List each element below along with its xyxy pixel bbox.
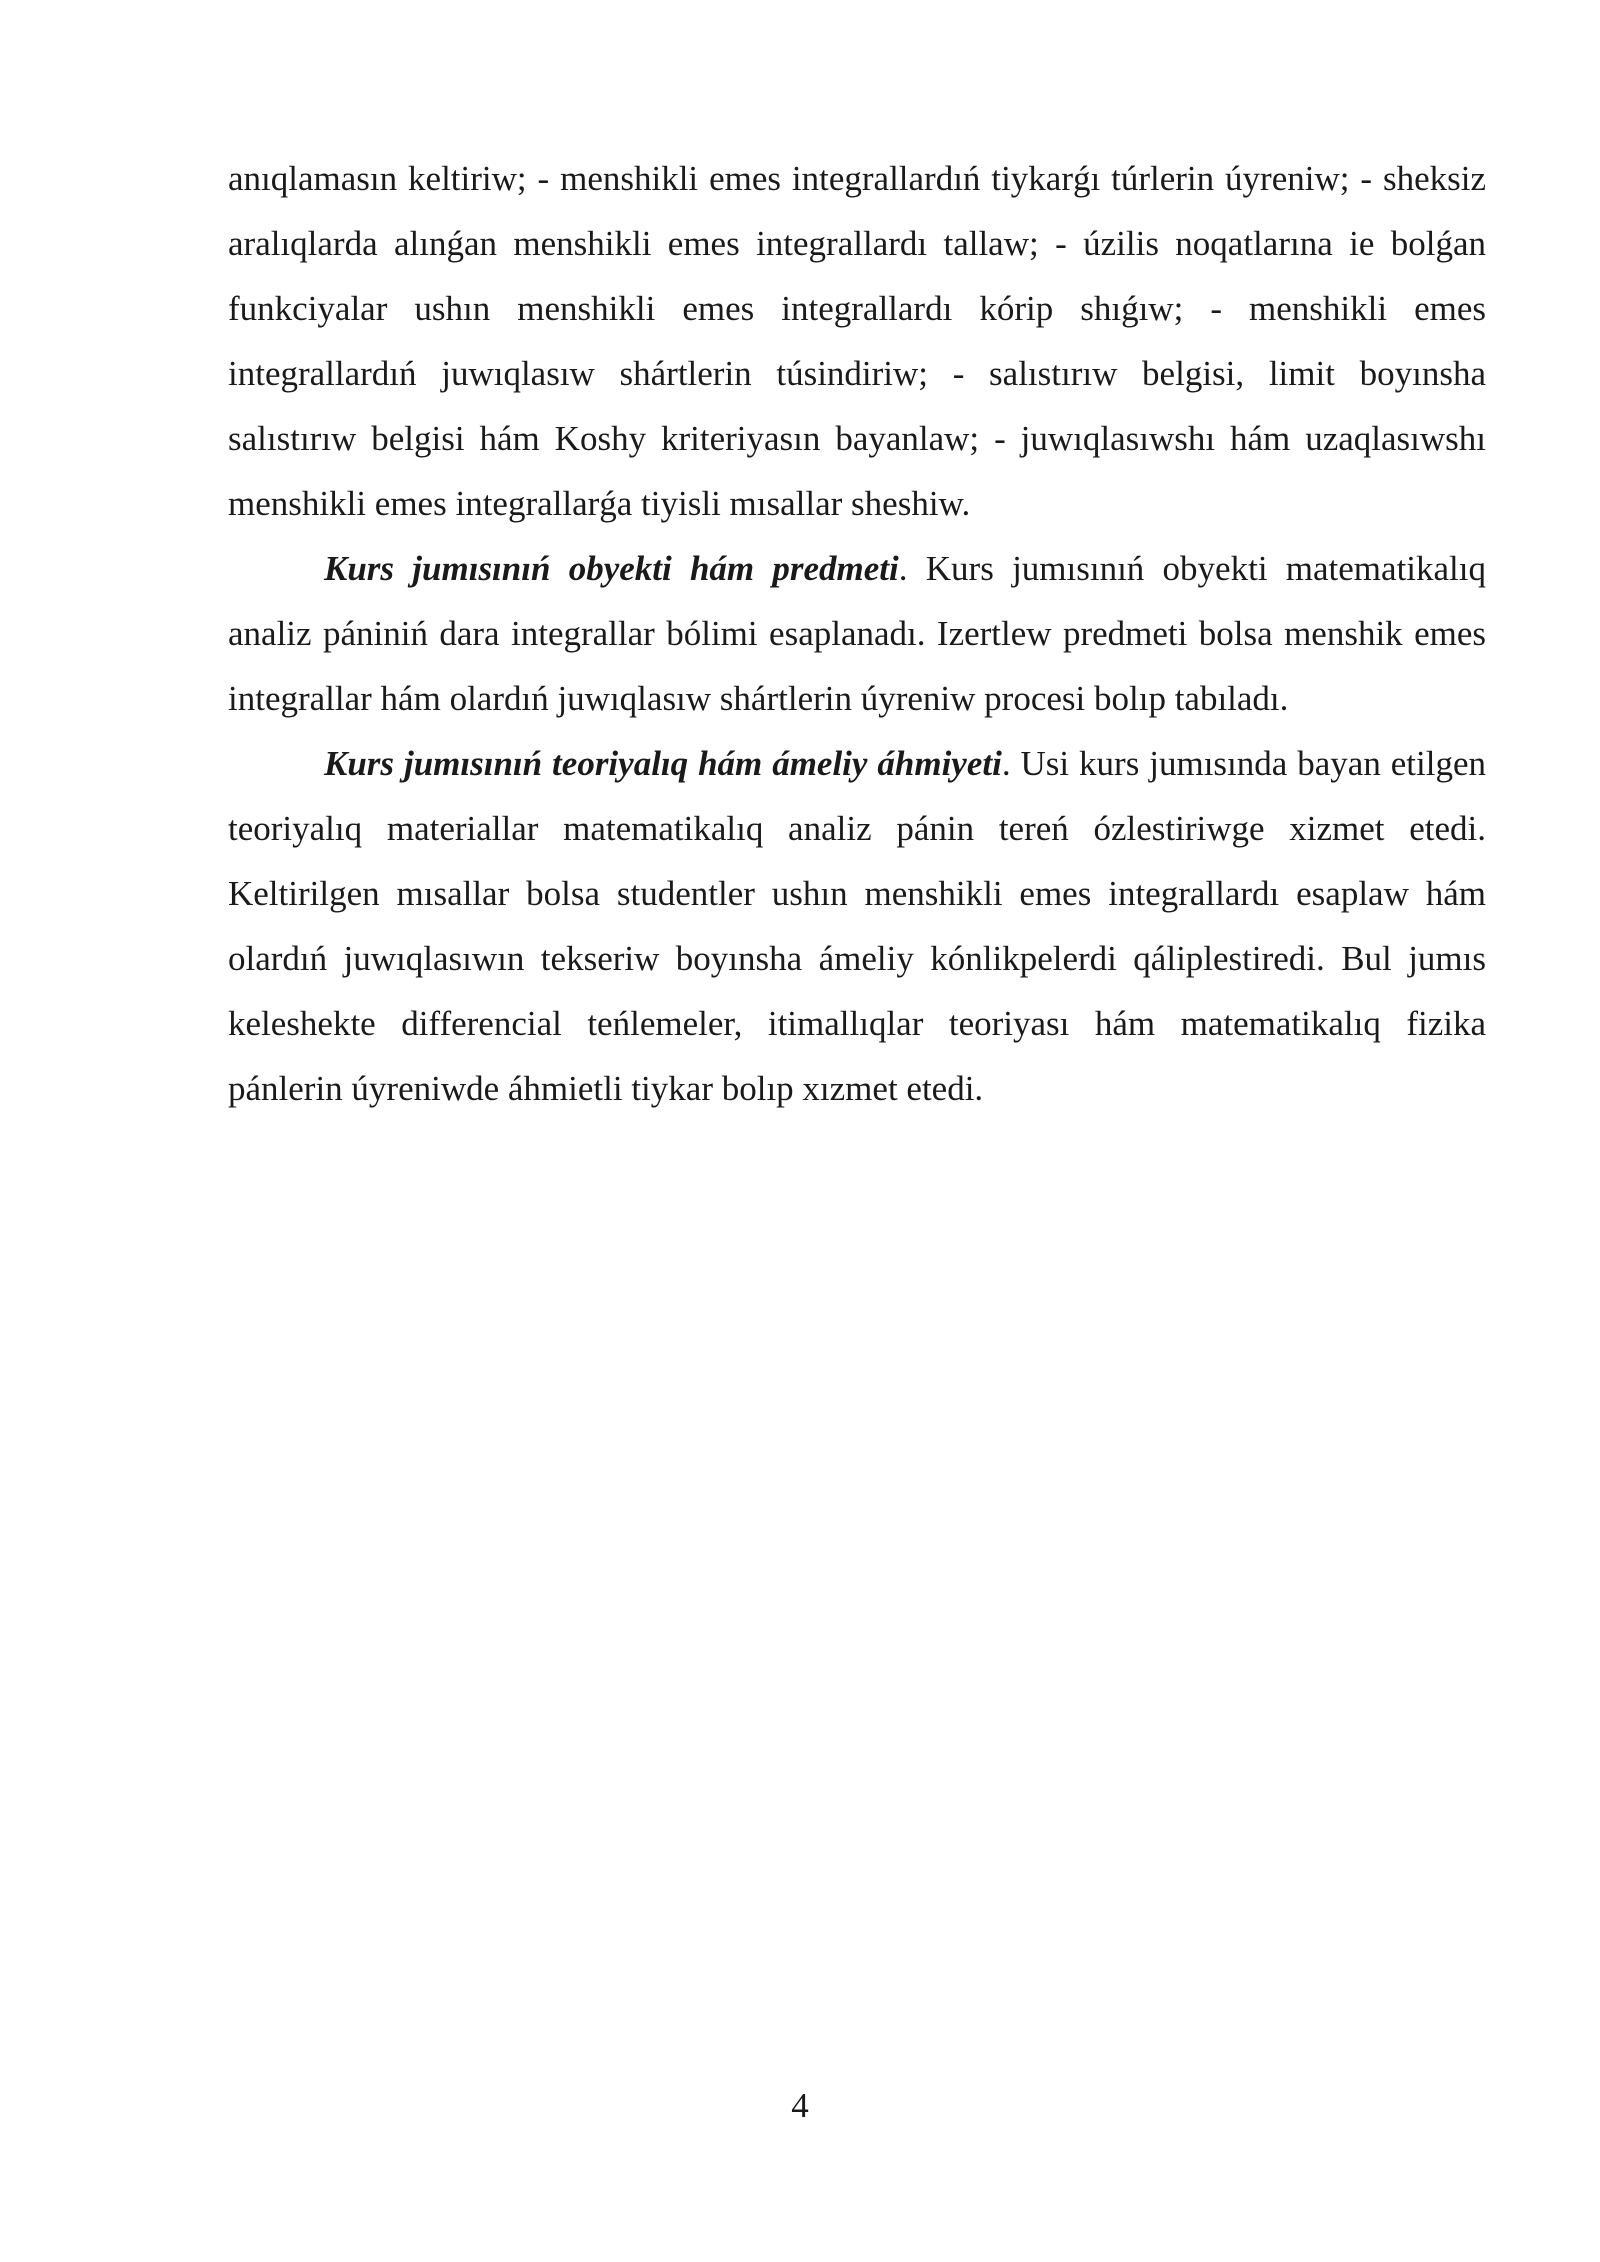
paragraph-object-and-subject <box>228 536 1486 731</box>
paragraph-heading: Kurs jumısınıń obyekti hám predmeti <box>324 549 899 588</box>
page-number: 4 <box>791 2086 809 2125</box>
paragraph-objectives <box>228 146 1486 536</box>
paragraph-text: . Usi kurs jumısında bayan etilgen teoriyalıq materiallar matematikalıq analiz pánin tereń ózlestiriwge xizmet etedi. Keltirilgen mısallar bolsa studentler ushın menshikli emes integrallardı esaplaw hám olardıń juwıqlasıwın tekseriw boyınsha ámeliy kónlikpelerdi qáliplestiredi. Bul jumıs keleshekte differencial teńlemeler, itimallıqlar teoriyası hám matematikalıq fizika pánlerin úyreniwde áhmietli tiykar bolıp xızmet etedi. <box>228 744 1486 1108</box>
paragraph-text: anıqlamasın keltiriw; - menshikli emes integrallardıń tiykarǵı túrlerin úyreniw; - sheksiz aralıqlarda alınǵan menshikli emes integrallardı tallaw; - úzilis noqatlarına ie bolǵan funkciyalar ushın menshikli emes integrallardı kórip shıǵıw; - menshikli emes integrallardıń juwıqlasıw shártlerin túsindiriw; - salıstırıw belgisi, limit boyınsha salıstırıw belgisi hám Koshy kriteriyasın bayanlaw; - juwıqlasıwshı hám uzaqlasıwshı menshikli emes integrallarǵa tiyisli mısallar sheshiw. <box>228 159 1486 523</box>
body-text <box>228 146 1486 1121</box>
paragraph-text: . Kurs jumısınıń obyekti matematikalıq analiz pániniń dara integrallar bólimi esaplanadı. Izertlew predmeti bolsa menshik emes integrallar hám olardıń juwıqlasıw shártlerin úyreniw procesi bolıp tabıladı. <box>228 549 1486 718</box>
paragraph-significance <box>228 731 1486 1121</box>
paragraph-heading: Kurs jumısınıń teoriyalıq hám ámeliy áhmiyeti <box>324 744 1002 783</box>
